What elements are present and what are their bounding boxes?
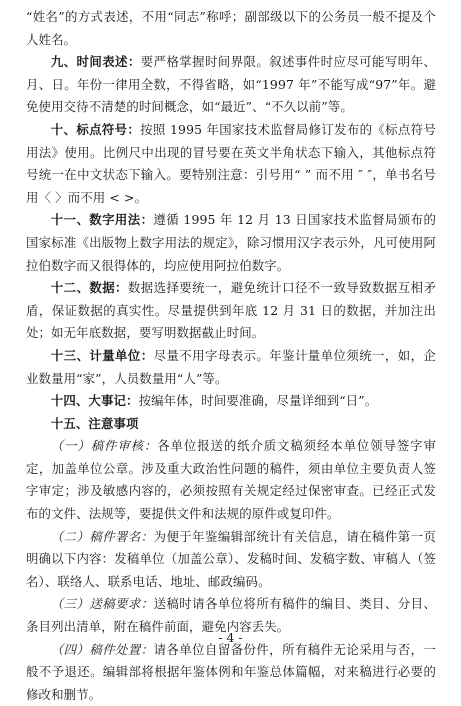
note-heading: （一）稿件审核： bbox=[50, 438, 158, 454]
section-text: 数据选择要统一，避免统计口径不一致导致数据互相矛盾，保证数据的真实性。尽量提供到年底 12 月 31 日的数据，并加注出处；如无年底数据，要写明数据截止时间。 bbox=[26, 280, 436, 341]
section-units bbox=[26, 345, 436, 390]
section-punctuation bbox=[26, 119, 436, 209]
section-numbers bbox=[26, 209, 436, 277]
section-text: 要严格掌握时间界限。叙述事件时应尽可能写明年、月、日。年份一律用全数，不得省略，如“1997 年”不能写成“97”年。避免使用交待不清楚的时间概念，如“最近”、“不久以前”等。 bbox=[26, 54, 436, 115]
document-body bbox=[26, 6, 436, 706]
section-data bbox=[26, 277, 436, 345]
section-heading: 十三、计量单位： bbox=[50, 347, 154, 363]
section-text: 按照 1995 年国家技术监督局修订发布的《标点符号用法》使用。比例尺中出现的冒号要在英文半角状态下输入，其他标点符号统一在中文状态下输入。要特别注意：引号用“ ” 而不用 ″ ″，单书名号用〈 〉而不用 < >。 bbox=[26, 121, 436, 205]
note-text: 送稿时请各单位将所有稿件的编目、类目、分目、条目列出清单，附在稿件前面，避免内容丢失。 bbox=[26, 596, 436, 635]
note-text: 为便于年鉴编辑部统计有关信息，请在稿件第一页明确以下内容：发稿单位（加盖公章）、发稿时间、发稿字数、审稿人（签名）、联络人、联系电话、地址、邮政编码。 bbox=[26, 528, 436, 589]
note-heading: （四）稿件处置： bbox=[50, 641, 154, 657]
section-heading: 十四、大事记： bbox=[50, 393, 139, 409]
note-disposal bbox=[26, 639, 436, 706]
note-heading: （三）送稿要求： bbox=[50, 596, 154, 612]
lead-paragraph: “姓名”的方式表述，不用“同志”称呼；副部级以下的公务员一般不提及个人姓名。 bbox=[26, 9, 436, 47]
note-signature bbox=[26, 526, 436, 594]
section-heading: 十二、数据： bbox=[50, 280, 128, 296]
section-text: 尽量不用字母表示。年鉴计量单位须统一，如，企业数量用“家”，人员数量用“人”等。 bbox=[26, 347, 436, 386]
section-heading: 十一、数字用法： bbox=[50, 212, 154, 228]
note-text: 各单位报送的纸介质文稿须经本单位领导签字审定，加盖单位公章。涉及重大政治性问题的稿件，须由单位主要负责人签字审定；涉及敏感内容的，必须按照有关规定经过保密审查。已经正式发布的文件、法规等，要提供文件和法规的原件或复印件。 bbox=[26, 438, 437, 522]
note-review bbox=[26, 435, 436, 525]
section-chronicle bbox=[26, 390, 436, 413]
notes-heading: 十五、注意事项 bbox=[50, 415, 139, 431]
section-text: 遵循 1995 年 12 月 13 日国家技术监督局颁布的国家标准《出版物上数字用法的规定》，除习惯用汉字表示外，凡可使用阿拉伯数字而又很得体的，均应使用阿拉伯数字。 bbox=[26, 212, 436, 273]
section-time bbox=[26, 51, 436, 119]
note-heading: （二）稿件署名： bbox=[50, 528, 154, 544]
page-number: - 4 - bbox=[218, 630, 243, 645]
section-heading: 九、时间表述： bbox=[50, 54, 141, 70]
section-heading: 十、标点符号： bbox=[50, 121, 141, 137]
section-text: 按编年体，时间要准确，尽量详细到“日”。 bbox=[138, 393, 378, 409]
note-text: 请各单位自留备份件，所有稿件无论采用与否，一般不予退还。编辑部将根据年鉴体例和年鉴总体篇幅，对来稿进行必要的修改和删节。 bbox=[26, 641, 436, 702]
